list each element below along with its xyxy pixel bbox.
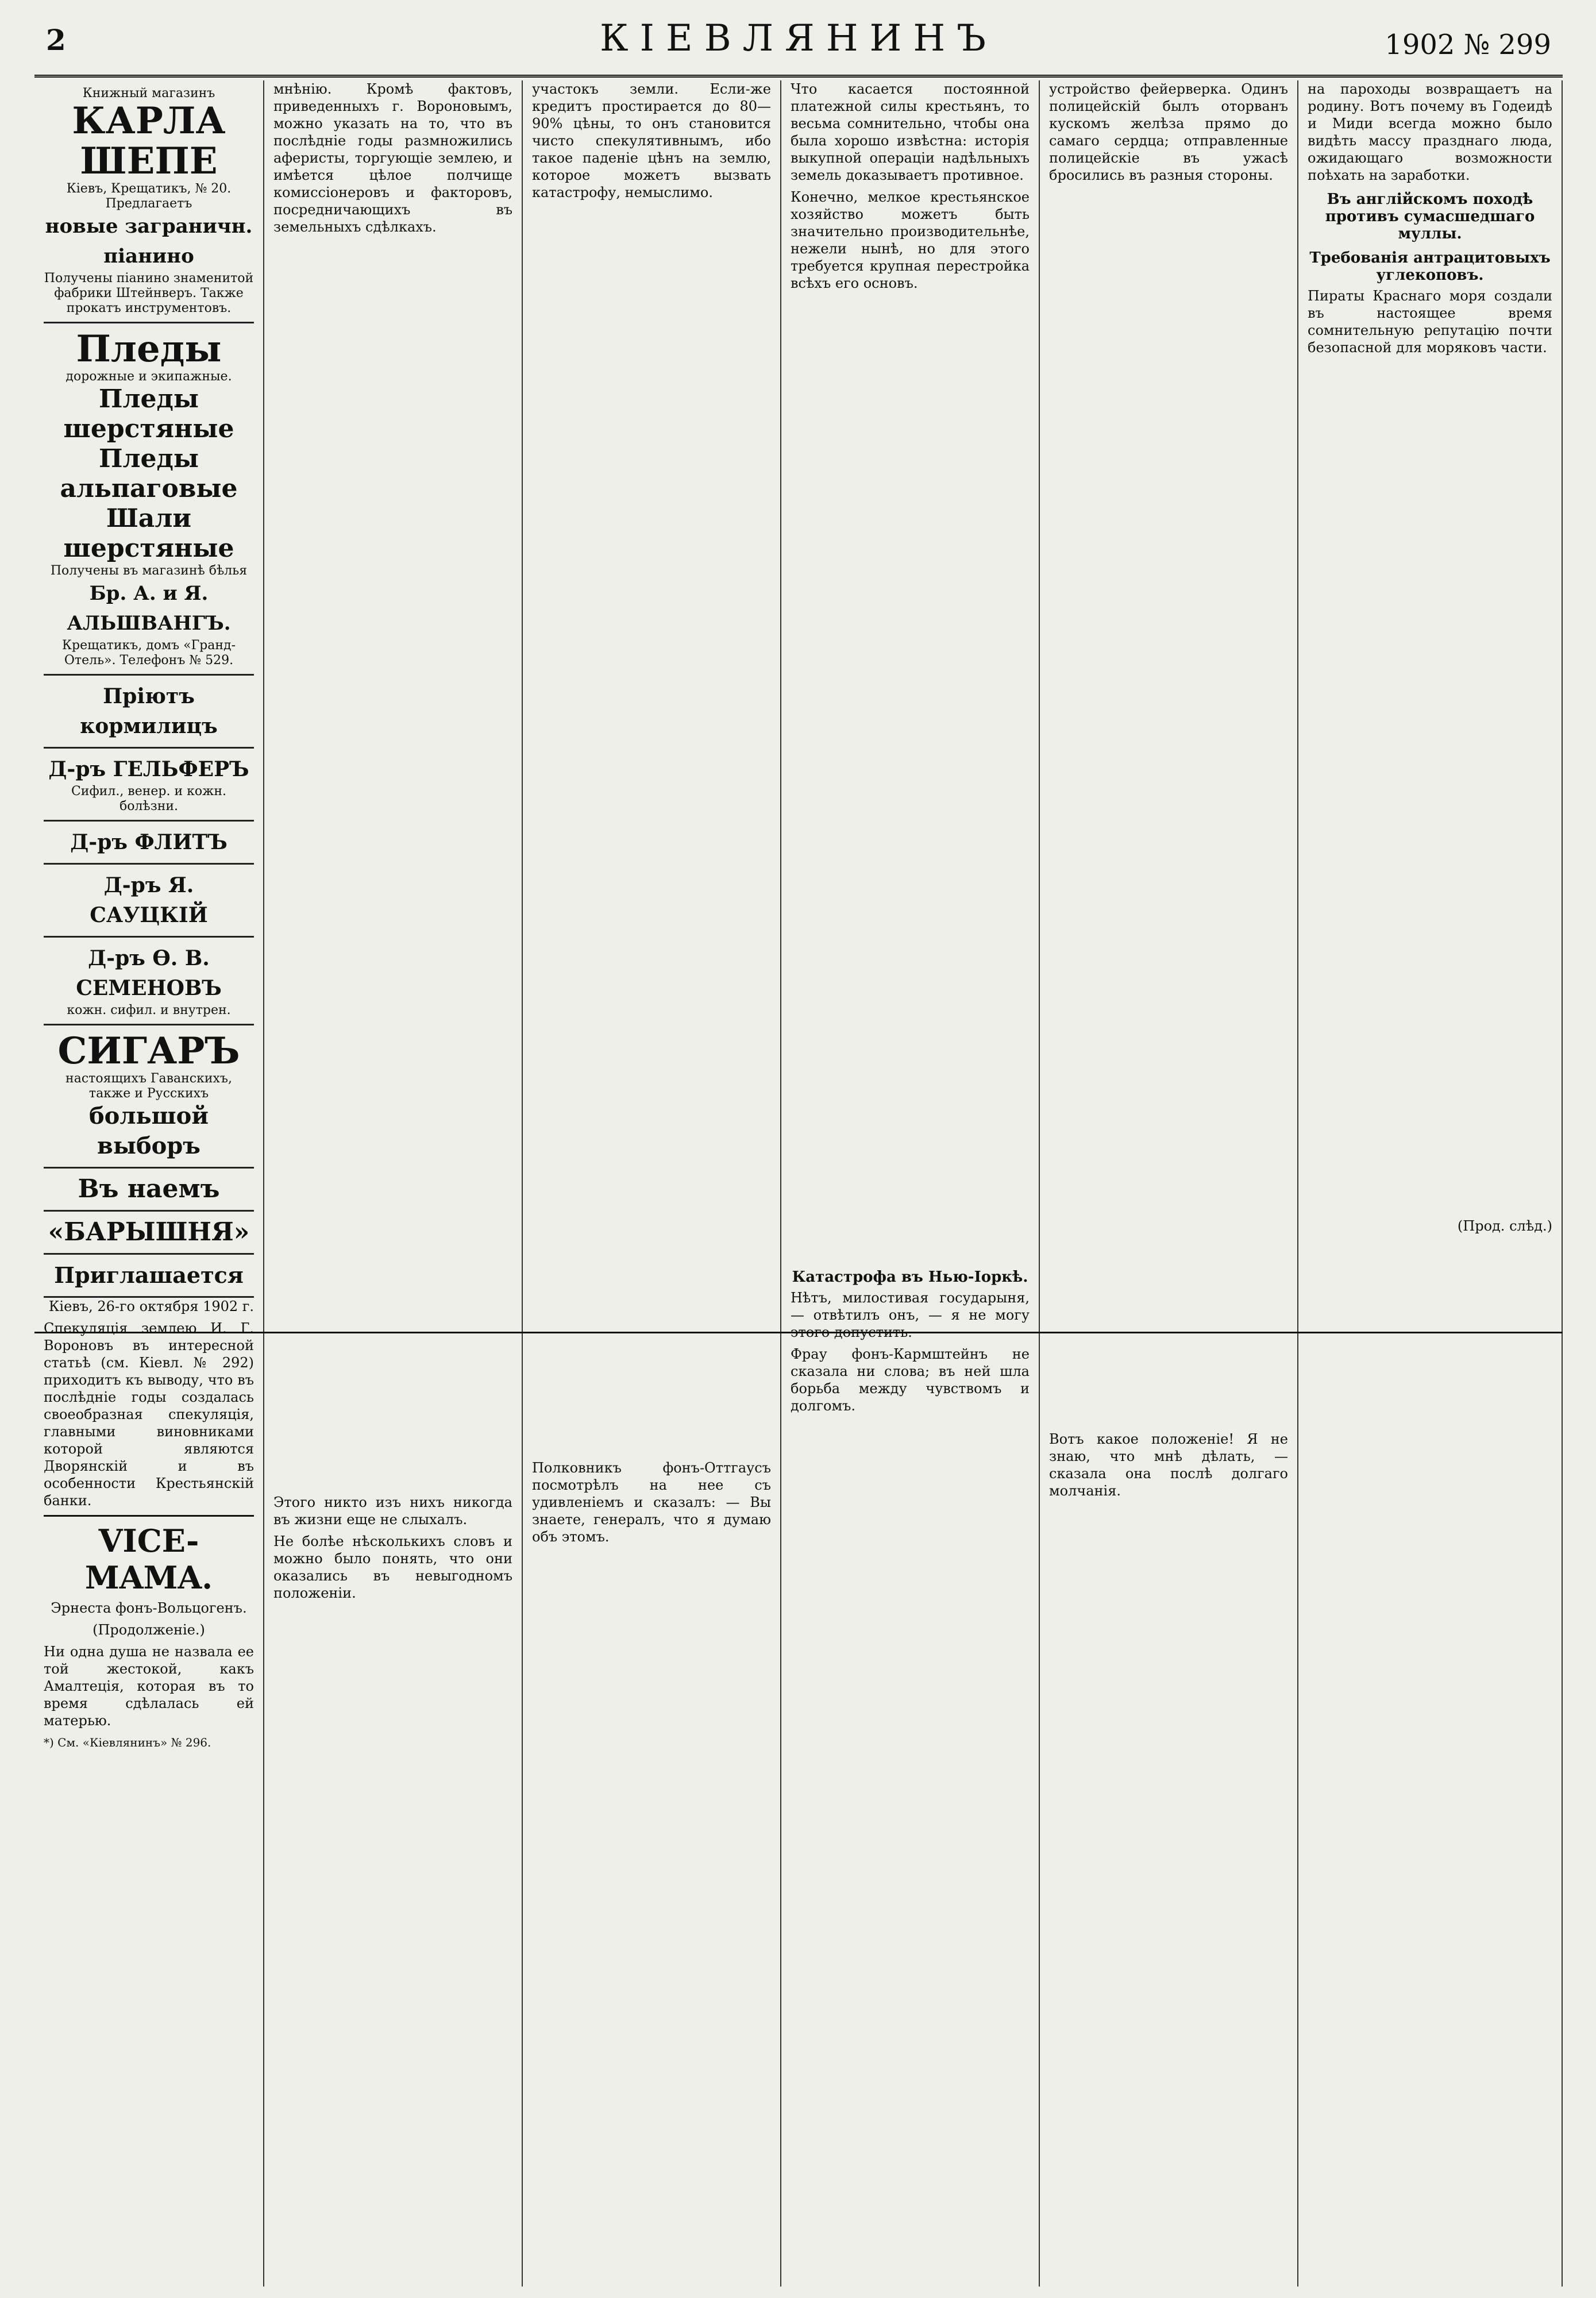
shop-label: Книжный магазинъ xyxy=(82,86,215,101)
column-6 xyxy=(1298,80,1563,2287)
pledy-line: Пледы шерстяные xyxy=(63,384,234,444)
cigar-title: СИГАРЪ xyxy=(57,1030,240,1073)
feuilleton-paragraph: Фрау фонъ-Кармштейнъ не сказала ни слова; въ ней шла борьба между чувствомъ и долгомъ. xyxy=(791,1346,1030,1414)
pledy-sub: дорожные и экипажные. xyxy=(65,369,232,384)
doctor-text: кожн. сифил. и внутрен. xyxy=(67,1003,231,1017)
feuilleton-paragraph: Не болѣе нѣсколькихъ словъ и можно было понять, что они оказались въ невыгодномъ положеніи. xyxy=(273,1533,512,1601)
column-4 xyxy=(781,80,1040,2287)
feuilleton-rule xyxy=(34,1332,1563,1333)
barysh-ad xyxy=(44,1212,254,1255)
doctor-name: Д-ръ ГЕЛЬФЕРЪ xyxy=(48,757,249,781)
pledy-line: Шали шерстяные xyxy=(63,504,234,563)
news-headline: Катастрофа въ Нью-Іоркѣ. xyxy=(792,1268,1028,1286)
editorial-paragraph: Конечно, мелкое крестьянское хозяйство можетъ быть значительно производительнѣе, нежели нынѣ, но для этого требуется крупная перестройка всѣхъ его основъ. xyxy=(791,189,1030,291)
column-2 xyxy=(264,80,523,2287)
dateline: Кіевъ, 26-го октября 1902 г. xyxy=(48,1298,254,1314)
feuilleton-signoff: (Прод. слѣд.) xyxy=(1457,1218,1552,1234)
pledy-ad xyxy=(44,323,254,676)
naem-ad xyxy=(44,1169,254,1212)
pledy-title: Пледы xyxy=(76,327,222,371)
editorial-paragraph: Спекуляція землею И. Г. Вороновъ въ интересной статьѣ (см. Кіевл. № 292) приходитъ къ выводу, что въ послѣдніе годы создалась своеобразная спекуляція, главными виновниками которой являются Дворянскій и въ особенности Крестьянскій банки. xyxy=(44,1320,254,1509)
feuilleton-title: VICE-MAMA. xyxy=(84,1522,213,1596)
news-paragraph: на пароходы возвращаетъ на родину. Вотъ почему въ Годеидѣ и Миди всегда можно было видѣть массу празднаго люда, ожидающаго возможности поѣхать на заработки. xyxy=(1308,81,1552,183)
ads-column xyxy=(34,80,264,2287)
doctor-name: Д-ръ Я. САУЦКІЙ xyxy=(90,873,208,927)
barysh-title: «БАРЫШНЯ» xyxy=(48,1217,250,1247)
editorial-paragraph: участокъ земли. Если-же кредитъ простирается до 80—90% цѣны, то онъ становится чисто спекулятивнымъ, ибо такое паденіе цѣнъ на землю, которое можетъ вызвать катастрофу, немыслимо. xyxy=(532,81,771,201)
alshvang-intro: Получены въ магазинѣ бѣлья xyxy=(50,564,248,578)
priglas-ad xyxy=(44,1255,254,1298)
shop-offer: новые заграничн. піанино xyxy=(45,215,253,268)
shop-note: Получены піанино знаменитой фабрики Штейнверъ. Также прокатъ инструментовъ. xyxy=(44,271,254,315)
news-paragraph: устройство фейерверка. Одинъ полицейскій былъ оторванъ кускомъ желѣза прямо до самаго сердца; отправленные полицейскіе въ ужасѣ бросились въ разныя стороны. xyxy=(1049,81,1288,183)
feuilleton-author: Эрнеста фонъ-Вольцогенъ. xyxy=(51,1600,247,1616)
cigar-big: большой выборъ xyxy=(88,1102,209,1159)
priyut-ad xyxy=(44,676,254,749)
doctor-name: Д-ръ ФЛИТЪ xyxy=(70,830,228,854)
masthead xyxy=(34,11,1563,78)
doctor-ad-3 xyxy=(44,865,254,938)
alshvang-name: Бр. А. и Я. АЛЬШВАНГЪ. xyxy=(67,582,231,635)
feuilleton-paragraph: Этого никто изъ нихъ никогда въ жизни еще не слыхалъ. xyxy=(273,1494,512,1528)
doctor-text: Сифил., венер. и кожн. болѣзни. xyxy=(71,784,227,813)
cigar-ad xyxy=(44,1025,254,1169)
doctor-ad-1 xyxy=(44,749,254,822)
pledy-line: Пледы альпаговые xyxy=(60,444,238,503)
priglas-title: Приглашается xyxy=(54,1262,244,1288)
doctor-ad-4 xyxy=(44,938,254,1025)
news-paragraph: Пираты Краснаго моря создали въ настоящее время сомнительную репутацію почти безопасной для моряковъ части. xyxy=(1308,288,1552,356)
feuilleton-paragraph: Полковникъ фонъ-Оттгаусъ посмотрѣлъ на нее съ удивленіемъ и сказалъ: — Вы знаете, генералъ, что я думаю объ этомъ. xyxy=(532,1460,771,1545)
footnote: *) См. «Кіевлянинъ» № 296. xyxy=(44,1736,211,1749)
shop-address: Кіевъ, Крещатикъ, № 20. Предлагаетъ xyxy=(66,182,232,211)
newspaper-title: КІЕВЛЯНИНЪ xyxy=(600,17,997,60)
priyut-title: Пріютъ кормилицъ xyxy=(80,684,218,738)
doctor-name: Д-ръ Ѳ. В. СЕМЕНОВЪ xyxy=(76,946,222,1000)
news-headline: Требованія антрацитовыхъ углекоповъ. xyxy=(1309,249,1551,284)
feuilleton-paragraph: Вотъ какое положеніе! Я не знаю, что мнѣ дѣлать, — сказала она послѣ долгаго молчанія. xyxy=(1049,1431,1288,1499)
column-3 xyxy=(523,80,781,2287)
naem-title: Въ наемъ xyxy=(78,1174,220,1204)
shop-name: КАРЛА ШЕПЕ xyxy=(72,99,226,183)
page-number: 2 xyxy=(46,23,66,57)
feuilleton-paragraph: Нѣтъ, милостивая государыня, — отвѣтилъ онъ, — я не могу этого допустить. xyxy=(791,1290,1030,1340)
news-headline: Въ англійскомъ походѣ противъ сумасшедшаго муллы. xyxy=(1325,191,1535,242)
column-5 xyxy=(1040,80,1298,2287)
doctor-ad-2 xyxy=(44,822,254,865)
issue-number: 1902 № 299 xyxy=(1385,29,1551,61)
alshvang-address: Крещатикъ, домъ «Гранд-Отель». Телефонъ № 529. xyxy=(61,638,236,668)
feuilleton-paragraph: Ни одна душа не назвала ее той жестокой, какъ Амалтеція, которая въ то время сдѣлалась ей матерью. xyxy=(44,1644,254,1729)
editorial-paragraph: мнѣнію. Кромѣ фактовъ, приведенныхъ г. Вороновымъ, можно указать на то, что въ послѣдніе годы размножились аферисты, торгующіе землею, и имѣется цѣлое полчище комиссіонеровъ и факторовъ, посредничающихъ въ земельныхъ сдѣлкахъ. xyxy=(273,81,512,235)
editorial-paragraph: Что касается постоянной платежной силы крестьянъ, то весьма сомнительно, чтобы она была хорошо извѣстна: исторія выкупной операціи надѣльныхъ земель доказываетъ противное. xyxy=(791,81,1030,183)
cigar-sub: настоящихъ Гаванскихъ, также и Русскихъ xyxy=(65,1071,232,1101)
shop-ad xyxy=(44,80,254,323)
feuilleton-cont: (Продолженіе.) xyxy=(92,1622,205,1638)
